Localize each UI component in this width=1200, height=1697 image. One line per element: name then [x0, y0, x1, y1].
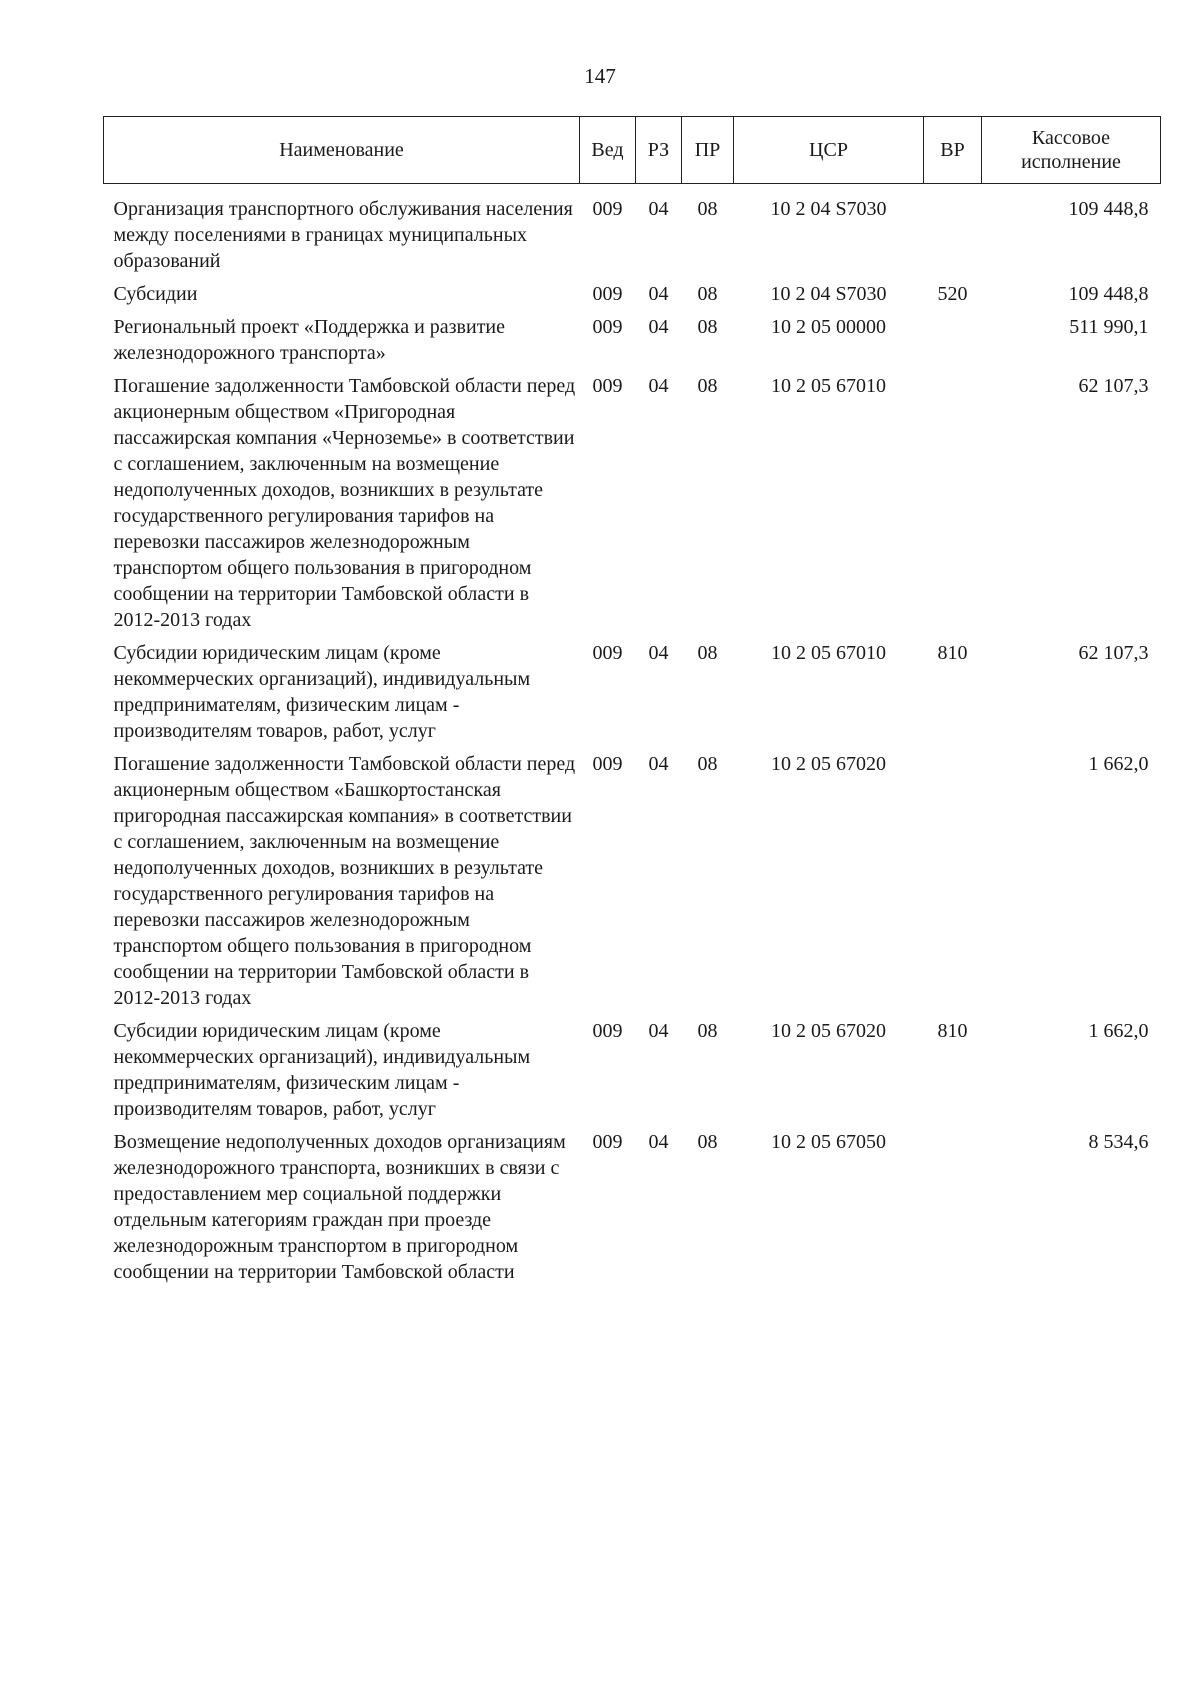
- row-sum: 8 534,6: [1088, 1131, 1149, 1153]
- row-vr: [924, 366, 982, 633]
- row-vr: [924, 744, 982, 1011]
- row-name: Погашение задолженности Тамбовской области перед акционерным обществом «Пригородная пассажирская компания «Черноземье» в соответствии с соглашением, заключенным на возмещение недополученных доходов, возникших в результате государственного регулирования тарифов на перевозки пассажиров железнодорожным транспортом общего пользования в пригородном сообщении на территории Тамбовской области в 2012-2013 годах: [113, 375, 576, 631]
- table-row: [104, 366, 1161, 633]
- row-pr: 08: [697, 316, 718, 338]
- row-name: Возмещение недополученных доходов организациям железнодорожного транспорта, возникших в связи с предоставлением мер социальной поддержки отдельным категориям граждан при проезде железнодорожным транспортом в пригородном сообщении на территории Тамбовской области: [113, 1131, 566, 1283]
- row-sum: 62 107,3: [1078, 375, 1149, 397]
- table-row: [104, 744, 1161, 1011]
- row-name: Организация транспортного обслуживания населения между поселениями в границах муниципальных образований: [113, 198, 573, 272]
- row-csr: 10 2 04 S7030: [770, 198, 887, 220]
- table-row: [104, 274, 1161, 307]
- table-row: [104, 1122, 1161, 1285]
- page-number: 147: [584, 64, 616, 88]
- row-vr: [924, 307, 982, 366]
- header-name: Наименование: [104, 117, 580, 184]
- budget-table: [103, 116, 1161, 1285]
- row-rz: 04: [648, 753, 669, 775]
- row-sum: 1 662,0: [1088, 1020, 1149, 1042]
- row-rz: 04: [648, 1131, 669, 1153]
- row-sum: 109 448,8: [1068, 283, 1149, 305]
- table-body: [104, 184, 1161, 1286]
- header-row: [104, 117, 1161, 184]
- header-pr: ПР: [682, 117, 734, 184]
- row-name: Субсидии: [113, 283, 198, 305]
- row-vr: [924, 1122, 982, 1285]
- row-ved: 009: [592, 1020, 623, 1042]
- row-rz: 04: [648, 642, 669, 664]
- row-pr: 08: [697, 642, 718, 664]
- row-name: Субсидии юридическим лицам (кроме некоммерческих организаций), индивидуальным предпринимателям, физическим лицам - производителям товаров, работ, услуг: [113, 642, 531, 742]
- row-sum: 1 662,0: [1088, 753, 1149, 775]
- row-csr: 10 2 05 67010: [771, 642, 886, 664]
- row-csr: 10 2 05 67020: [771, 1020, 886, 1042]
- row-rz: 04: [648, 283, 669, 305]
- table-header: [104, 117, 1161, 184]
- row-rz: 04: [648, 316, 669, 338]
- row-ved: 009: [592, 375, 623, 397]
- row-sum: 109 448,8: [1068, 198, 1149, 220]
- row-ved: 009: [592, 1131, 623, 1153]
- row-rz: 04: [648, 198, 669, 220]
- row-vr: 810: [937, 1020, 968, 1042]
- row-pr: 08: [697, 283, 718, 305]
- row-rz: 04: [648, 1020, 669, 1042]
- row-ved: 009: [592, 753, 623, 775]
- header-csr: ЦСР: [734, 117, 924, 184]
- row-ved: 009: [592, 198, 623, 220]
- header-ved: Вед: [580, 117, 636, 184]
- row-csr: 10 2 05 67020: [771, 753, 886, 775]
- row-name: Субсидии юридическим лицам (кроме некоммерческих организаций), индивидуальным предпринимателям, физическим лицам - производителям товаров, работ, услуг: [113, 1020, 531, 1120]
- table-row: [104, 184, 1161, 275]
- row-ved: 009: [592, 642, 623, 664]
- header-vr: ВР: [924, 117, 982, 184]
- table-row: [104, 1011, 1161, 1122]
- row-ved: 009: [592, 283, 623, 305]
- row-sum: 62 107,3: [1078, 642, 1149, 664]
- row-pr: 08: [697, 1020, 718, 1042]
- row-csr: 10 2 05 00000: [771, 316, 886, 338]
- row-pr: 08: [697, 198, 718, 220]
- row-csr: 10 2 04 S7030: [770, 283, 887, 305]
- header-sum: Кассовое исполнение: [982, 117, 1161, 184]
- row-ved: 009: [592, 316, 623, 338]
- row-vr: 520: [937, 283, 968, 305]
- row-sum: 511 990,1: [1069, 316, 1149, 338]
- row-csr: 10 2 05 67010: [771, 375, 886, 397]
- row-rz: 04: [648, 375, 669, 397]
- row-csr: 10 2 05 67050: [771, 1131, 886, 1153]
- row-name: Региональный проект «Поддержка и развитие железнодорожного транспорта»: [113, 316, 506, 364]
- table-row: [104, 307, 1161, 366]
- row-name: Погашение задолженности Тамбовской области перед акционерным обществом «Башкортостанская пригородная пассажирская компания» в соответствии с соглашением, заключенным на возмещение недополученных доходов, возникших в результате государственного регулирования тарифов на перевозки пассажиров железнодорожным транспортом общего пользования в пригородном сообщении на территории Тамбовской области в 2012-2013 годах: [113, 753, 576, 1009]
- row-pr: 08: [697, 375, 718, 397]
- table-row: [104, 633, 1161, 744]
- row-pr: 08: [697, 1131, 718, 1153]
- row-vr: 810: [937, 642, 968, 664]
- row-pr: 08: [697, 753, 718, 775]
- row-vr: [924, 184, 982, 275]
- header-rz: РЗ: [636, 117, 682, 184]
